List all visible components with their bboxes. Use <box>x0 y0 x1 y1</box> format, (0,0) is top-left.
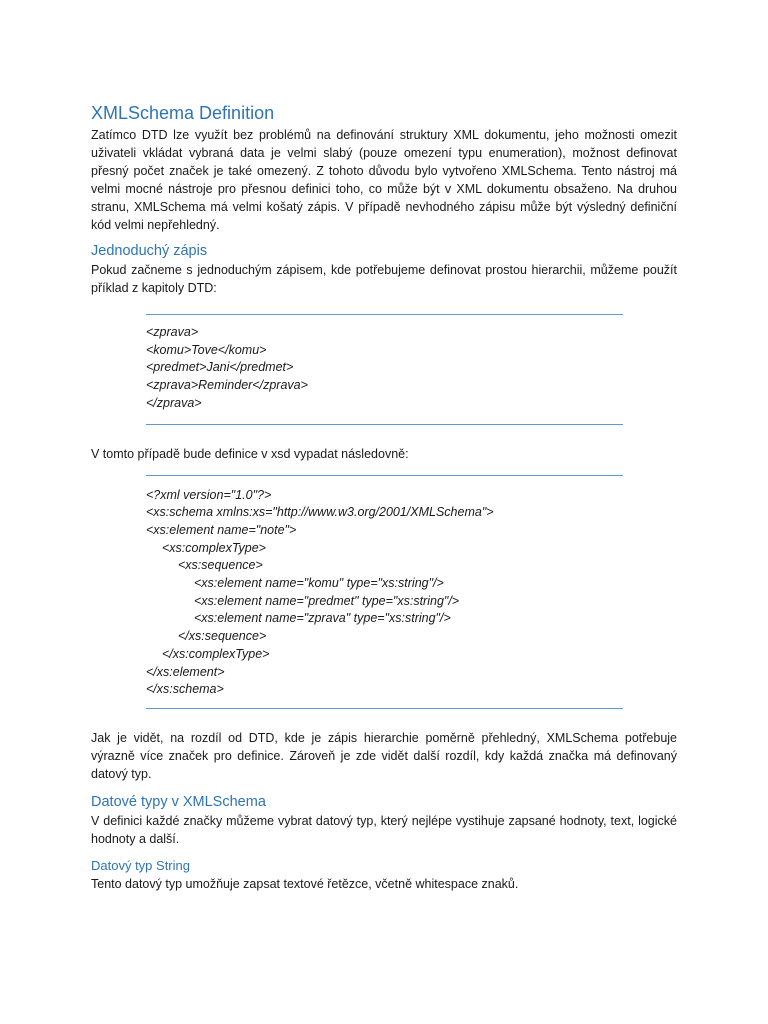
code-line: </xs:complexType> <box>162 646 270 661</box>
code-block-xml <box>146 314 623 425</box>
section-title: XMLSchema Definition <box>91 103 275 123</box>
code-line: <xs:element name="predmet" type="xs:string"/> <box>194 593 460 608</box>
document-page <box>91 100 677 893</box>
xsd-intro-paragraph: V tomto případě bude definice v xsd vypadat následovně: <box>91 446 409 461</box>
code-line: <komu>Tove</komu> <box>146 342 267 357</box>
comparison-paragraph: Jak je vidět, na rozdíl od DTD, kde je zápis hierarchie poměrně přehledný, XMLSchema potřebuje výrazně více značek pro definice. Zároveň je zde vidět další rozdíl, kdy každá značka má definovaný datový typ. <box>91 730 677 781</box>
code-line: </zprava> <box>146 395 202 410</box>
types-paragraph: V definici každé značky můžeme vybrat datový typ, který nejlépe vystihuje zapsané hodnoty, text, logické hodnoty a další. <box>91 813 677 846</box>
string-paragraph: Tento datový typ umožňuje zapsat textové řetězce, včetně whitespace znaků. <box>91 876 519 891</box>
code-line: <xs:complexType> <box>162 540 266 555</box>
code-line: <xs:element name="komu" type="xs:string"/> <box>194 576 444 591</box>
code-line: <xs:sequence> <box>178 558 263 573</box>
code-line: <xs:schema xmlns:xs="http://www.w3.org/2001/XMLSchema"> <box>146 505 494 520</box>
heading-types: Datové typy v XMLSchema <box>91 793 266 810</box>
simple-paragraph: Pokud začneme s jednoduchým zápisem, kde potřebujeme definovat prostou hierarchii, můžeme použít příklad z kapitoly DTD: <box>91 263 677 295</box>
code-line: <xs:element name="note"> <box>146 522 297 537</box>
code-line: <predmet>Jani</predmet> <box>146 360 294 375</box>
code-line: </xs:sequence> <box>178 629 267 644</box>
code-line: <zprava>Reminder</zprava> <box>146 378 308 393</box>
code-line: <?xml version="1.0"?> <box>146 487 272 502</box>
code-line: <xs:element name="zprava" type="xs:string"/> <box>194 611 451 626</box>
code-line: </xs:element> <box>146 664 225 679</box>
heading-simple: Jednoduchý zápis <box>91 243 208 259</box>
heading-string: Datový typ String <box>91 857 190 873</box>
code-line: </xs:schema> <box>146 682 224 697</box>
intro-paragraph: Zatímco DTD lze využít bez problémů na definování struktury XML dokumentu, jeho možnosti omezit uživateli vkládat vybraná data je velmi slabý (pouze omezení typu enumeration), možnost definovat přesný počet značek je také omezený. Z tohoto důvodu bylo vytvořeno XMLSchema. Tento nástroj má velmi mocné nástroje pro přesnou definici toho, co může být v XML dokumentu obsaženo. Na druhou stranu, XMLSchema má velmi košatý zápis. V případě nevhodného zápisu může být výsledný definiční kód velmi nepřehledný. <box>91 128 677 232</box>
code-line: <zprava> <box>146 325 199 339</box>
code-block-xsd <box>146 475 623 709</box>
